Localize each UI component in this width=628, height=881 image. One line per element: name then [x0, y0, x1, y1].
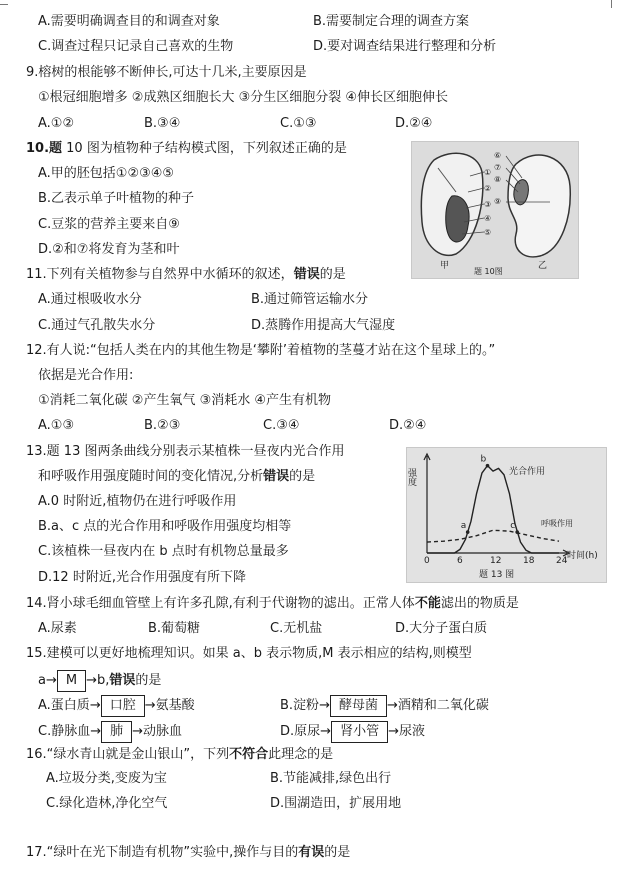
- x-tick-label: 6: [457, 556, 463, 566]
- x-tick-label: 12: [490, 556, 502, 566]
- q11-stem-bold: 错误: [293, 267, 320, 282]
- arrow-icon: →: [89, 698, 101, 713]
- q14-stem: [26, 595, 519, 613]
- q12-stem-2: 依据是光合作用:: [38, 368, 134, 383]
- corner-mark-right: [611, 0, 612, 8]
- q9-option-d: D.②④: [395, 116, 433, 131]
- q8-option-a: A.需要明确调查目的和调查对象: [38, 14, 220, 29]
- y-axis-label: 强度: [407, 468, 416, 486]
- q15-model-a: a: [38, 673, 46, 688]
- x-tick-label: 18: [523, 556, 535, 566]
- q13-option-a: A.0 时附近,植物仍在进行呼吸作用: [38, 494, 237, 509]
- q15-stem: 15.建模可以更好地梳理知识。如果 a、b 表示物质,M 表示相应的结构,则模型: [26, 646, 472, 661]
- q10-stem: [26, 140, 347, 158]
- q13-stem-2c: 的是: [289, 469, 316, 484]
- q13-stem-2: [38, 468, 315, 486]
- corn-seed-embryo: [446, 196, 469, 242]
- q16-option-a: A.垃圾分类,变废为宝: [46, 771, 167, 786]
- q15-b-input: B.淀粉: [280, 698, 320, 713]
- q11-option-b: B.通过筛管运输水分: [251, 292, 369, 307]
- q15-option-d: [280, 721, 425, 743]
- q16-stem-b: 此理念的是: [268, 747, 334, 762]
- point-label-b: b: [480, 454, 487, 465]
- q14-stem-b: 滤出的物质是: [440, 596, 519, 611]
- q15-option-b: [280, 695, 489, 717]
- label-6: ⑥: [494, 151, 502, 160]
- q12-option-b: B.②③: [144, 418, 181, 433]
- q13-option-d: D.12 时附近,光合作用强度有所下降: [38, 570, 246, 585]
- x-tick-label: 0: [424, 556, 430, 566]
- q15-b-output: 酒精和二氧化碳: [397, 698, 489, 713]
- label-4: ④: [484, 214, 492, 223]
- corner-mark-left: [0, 4, 8, 5]
- q13-option-b: B.a、c 点的光合作用和呼吸作用强度均相等: [38, 519, 292, 534]
- photosynthesis-chart: [407, 448, 606, 582]
- point-b: [486, 464, 490, 468]
- x-tick-label: 24: [556, 556, 568, 566]
- q9-option-c: C.①③: [280, 116, 317, 131]
- bean-seed-outline: [508, 155, 570, 257]
- chart-caption: 题 13 图: [479, 570, 515, 580]
- q15-model: [38, 670, 161, 692]
- seed-diagram: [412, 142, 578, 278]
- q17-stem-a: 17.“绿叶在光下制造有机物”实验中,操作与目的: [26, 845, 299, 860]
- q9-items: ①根冠细胞增多 ②成熟区细胞长大 ③分生区细胞分裂 ④伸长区细胞伸长: [38, 90, 449, 105]
- q13-stem: 13.题 13 图两条曲线分别表示某植株一昼夜内光合作用: [26, 444, 345, 459]
- q10-number: 10.题: [26, 141, 63, 156]
- q11-option-a: A.通过根吸收水分: [38, 292, 142, 307]
- q9-stem: 9.榕树的根能够不断伸长,可达十几米,主要原因是: [26, 65, 307, 80]
- q11-option-d: D.蒸腾作用提高大气湿度: [251, 318, 396, 333]
- q8-option-b: B.需要制定合理的调查方案: [313, 14, 470, 29]
- arrow-icon: →: [132, 724, 144, 739]
- q16-stem-bold: 不符合: [229, 747, 269, 762]
- q11-option-c: C.通过气孔散失水分: [38, 318, 156, 333]
- arrow-icon: →: [388, 724, 399, 739]
- q14-option-c: C.无机盐: [270, 621, 323, 636]
- label-5: ⑤: [484, 228, 492, 237]
- label-1: ①: [484, 168, 492, 177]
- seed-figure-caption: 题 10图: [474, 267, 503, 276]
- q14-stem-a: 14.肾小球毛细血管壁上有许多孔隙,有利于代谢物的滤出。正常人体: [26, 596, 415, 611]
- seed-label-right: 乙: [538, 261, 548, 271]
- q15-d-box: 肾小管: [331, 721, 388, 743]
- arrow-icon: →: [90, 724, 102, 739]
- q10-option-c: C.豆浆的营养主要来自⑨: [38, 217, 180, 232]
- q10-option-b: B.乙表示单子叶植物的种子: [38, 191, 195, 206]
- q16-stem-a: 16.“绿水青山就是金山银山”，下列: [26, 747, 230, 762]
- q13-stem-2a: 和呼吸作用强度随时间的变化情况,分析: [38, 469, 264, 484]
- q12-option-c: C.③④: [263, 418, 300, 433]
- arrow-icon: →: [386, 698, 398, 713]
- q8-option-c: C.调查过程只记录自己喜欢的生物: [38, 39, 234, 54]
- q15-a-input: A.蛋白质: [38, 698, 90, 713]
- q15-d-input: D.原尿: [280, 724, 321, 739]
- q16-option-c: C.绿化造林,净化空气: [46, 796, 168, 811]
- q9-option-a: A.①②: [38, 116, 75, 131]
- q9-option-b: B.③④: [144, 116, 181, 131]
- q10-option-a: A.甲的胚包括①②③④⑤: [38, 166, 175, 181]
- point-label-a: a: [460, 521, 467, 532]
- q14-option-a: A.尿素: [38, 621, 77, 636]
- q12-stem: 12.有人说:“包括人类在内的其他生物是‘攀附’着植物的茎蔓才站在这个星球上的。”: [26, 343, 496, 358]
- q15-a-box: 口腔: [101, 695, 145, 717]
- series-label-photosynthesis: 光合作用: [509, 467, 546, 477]
- label-8: ⑧: [494, 175, 502, 184]
- q15-c-output: 动脉血: [143, 724, 183, 739]
- q12-option-a: A.①③: [38, 418, 75, 433]
- q13-stem-bold: 错误: [263, 469, 290, 484]
- arrow-icon: →: [319, 698, 330, 713]
- q8-option-d: D.要对调查结果进行整理和分析: [313, 39, 497, 54]
- q16-option-b: B.节能减排,绿色出行: [270, 771, 392, 786]
- q11-stem: [26, 266, 346, 284]
- q15-option-c: [38, 721, 182, 743]
- x-axis-label: 时间(h): [567, 551, 598, 561]
- series-label-respiration: 呼吸作用: [541, 519, 573, 528]
- q16-option-d: D.围湖造田，扩展用地: [270, 796, 402, 811]
- q15-c-box: 肺: [101, 721, 132, 743]
- q14-option-d: D.大分子蛋白质: [395, 621, 488, 636]
- label-3: ③: [484, 200, 492, 209]
- point-label-c: c: [510, 521, 516, 532]
- arrow-icon: →: [144, 698, 156, 713]
- seed-structure-figure: [411, 141, 579, 279]
- label-2: ②: [484, 184, 492, 193]
- q17-stem-b: 的是: [324, 845, 351, 860]
- q15-model-b: b,: [97, 673, 110, 688]
- q15-c-input: C.静脉血: [38, 724, 91, 739]
- arrow-icon: →: [45, 673, 57, 688]
- photosynthesis-chart-figure: [406, 447, 607, 583]
- q15-model-bold: 错误: [109, 673, 136, 688]
- point-a: [466, 530, 470, 534]
- seed-label-left: 甲: [440, 261, 450, 271]
- photosynthesis-curve: [427, 466, 559, 553]
- respiration-curve: [427, 530, 559, 542]
- q11-stem-end: 的是: [319, 267, 346, 282]
- q17-stem-bold: 有误: [298, 845, 325, 860]
- q10-stem-text: 10 图为植物种子结构模式图，下列叙述正确的是: [62, 141, 347, 156]
- q14-stem-bold: 不能: [414, 596, 441, 611]
- q15-model-m-box: M: [57, 670, 86, 692]
- q15-b-box: 酵母菌: [330, 695, 387, 717]
- label-7: ⑦: [494, 163, 502, 172]
- q15-option-a: [38, 695, 195, 717]
- q12-option-d: D.②④: [389, 418, 427, 433]
- q17-stem: [26, 844, 350, 862]
- q12-items: ①消耗二氧化碳 ②产生氧气 ③消耗水 ④产生有机物: [38, 393, 332, 408]
- q11-stem-text: 11.下列有关植物参与自然界中水循环的叙述，: [26, 267, 294, 282]
- q15-a-output: 氨基酸: [155, 698, 195, 713]
- point-c: [515, 530, 519, 534]
- q10-option-d: D.②和⑦将发育为茎和叶: [38, 242, 180, 257]
- label-9: ⑨: [494, 197, 502, 206]
- q15-model-end: 的是: [135, 673, 162, 688]
- q15-d-output: 尿液: [398, 724, 425, 739]
- arrow-icon: →: [320, 724, 332, 739]
- arrow-icon: →: [86, 673, 97, 688]
- q14-option-b: B.葡萄糖: [148, 621, 201, 636]
- q13-option-c: C.该植株一昼夜内在 b 点时有机物总量最多: [38, 544, 289, 559]
- q16-stem: [26, 746, 333, 764]
